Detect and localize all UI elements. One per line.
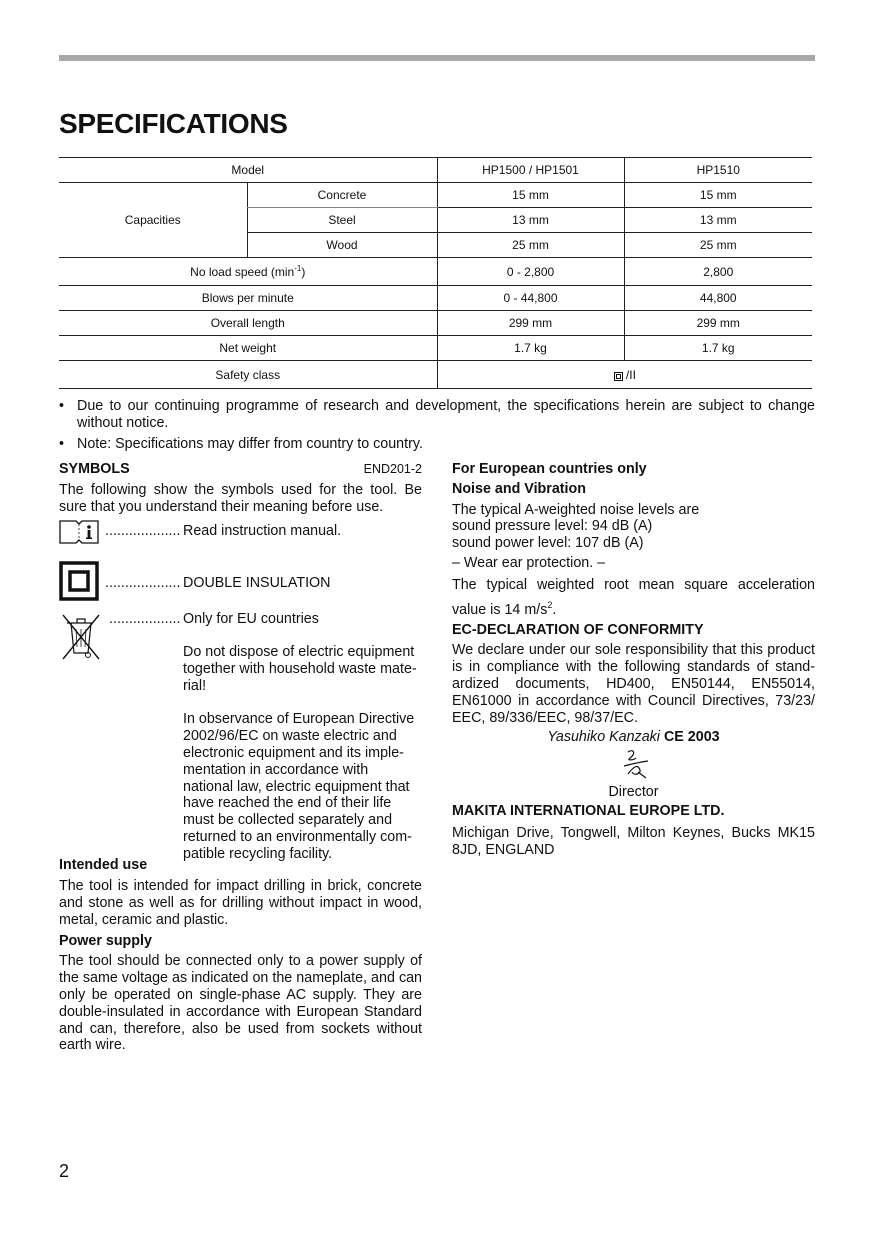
- value-cell: 15 mm: [624, 183, 812, 208]
- read-manual-icon: [59, 519, 99, 545]
- model-col2: HP1510: [624, 158, 812, 183]
- value-cell: 15 mm: [437, 183, 624, 208]
- value-cell: 299 mm: [624, 311, 812, 336]
- spec-notes: [59, 398, 815, 457]
- company-name: MAKITA INTERNATIONAL EUROPE LTD.: [452, 802, 725, 819]
- material-cell: Wood: [247, 233, 437, 258]
- declaration-text: We declare under our sole responsibility that this product is in compliance with the following standards of stand-ardized documents, HD400, EN50144, EN55014, EN61000 in accordance with Council Directives, 73/23/ EEC, 89/336/EEC, 98/37/EC.: [452, 642, 815, 726]
- weee-text: Only for EU countries: [183, 611, 319, 628]
- table-row: [59, 158, 812, 183]
- spec-table: [59, 157, 812, 389]
- intended-use-heading: Intended use: [59, 857, 148, 874]
- value-cell: 299 mm: [437, 311, 624, 336]
- weee-paragraph-1: Do not dispose of electric equipment together with household waste mate-rial!: [183, 644, 417, 694]
- table-row: [59, 361, 812, 389]
- symbol-weee: .................. Only for EU countries Do not dispose of electric equipment together with household waste mate-rial! In observance of European Directive 2002/96/EC on waste electric and electronic equipment and its imple-mentation in accordance with national law, electric equipment that have reached the end of their life must be collected separately and returned to an environmentally com-patible recycling facility.: [59, 611, 422, 859]
- signer-line: Yasuhiko Kanzaki CE 2003: [547, 729, 720, 746]
- no-load-speed-label: No load speed $(\min^{-1})$: [59, 258, 437, 286]
- table-row: [59, 311, 812, 336]
- read-manual-text: Read instruction manual.: [183, 523, 342, 540]
- row-label: Blows per minute: [59, 286, 437, 311]
- table-row: [59, 286, 812, 311]
- intended-use-text: The tool is intended for impact drilling in brick, concrete and stone as well as for drilling without impact in wood, metal, ceramic and plastic.: [59, 878, 422, 928]
- crossed-out-bin-icon: [59, 611, 103, 661]
- noise-heading: Noise and Vibration: [452, 480, 586, 497]
- noise-levels: The typical A-weighted noise levels are sound pressure level: 94 dB (A) sound power level: 107 dB (A): [452, 501, 700, 552]
- material-cell: Concrete: [247, 183, 437, 208]
- symbol-double-insulation: ................... DOUBLE INSULATION: [59, 561, 422, 611]
- left-column: [59, 461, 422, 1054]
- double-insulation-icon: [614, 372, 623, 381]
- ear-protection: – Wear ear protection. –: [452, 554, 606, 571]
- weee-paragraph-2: In observance of European Directive 2002/96/EC on waste electric and electronic equipment and its imple-mentation in accordance with national law, electric equipment that have reached the end of their life must be collected separately and returned to an environmentally com-patible recycling facility.: [183, 711, 415, 862]
- safety-class-value: /II: [437, 361, 812, 389]
- right-column: [452, 461, 815, 858]
- value-cell: 25 mm: [624, 233, 812, 258]
- value-cell: 13 mm: [437, 208, 624, 233]
- table-row: [59, 183, 812, 208]
- company-address: Michigan Drive, Tongwell, Milton Keynes, Bucks MK15 8JD, ENGLAND: [452, 824, 815, 858]
- row-label: Net weight: [59, 336, 437, 361]
- symbols-code: END201-2: [363, 462, 422, 476]
- signature-icon: [614, 746, 654, 786]
- row-label: Overall length: [59, 311, 437, 336]
- value-cell: 1.7 kg: [437, 336, 624, 361]
- european-heading: For European countries only: [452, 461, 647, 477]
- power-supply-text: The tool should be connected only to a power supply of the same voltage as indicated on the nameplate, and can only be operated on single-phase AC supply. They are double-insulated in accordance with European Standard and can, therefore, also be used from sockets without earth wire.: [59, 953, 422, 1054]
- symbols-intro: The following show the symbols used for the tool. Be sure that you understand their meaning before use.: [59, 481, 422, 515]
- safety-class-label: Safety class: [59, 361, 437, 389]
- symbols-heading: SYMBOLS: [59, 461, 130, 477]
- vibration-text: The typical weighted root mean square acceleration value is 14 $m/s^2$.: [452, 576, 815, 618]
- power-supply-heading: Power supply: [59, 932, 152, 949]
- symbol-read-manual: ................... Read instruction manual.: [59, 515, 422, 561]
- value-cell: 25 mm: [437, 233, 624, 258]
- table-row: [59, 258, 812, 286]
- value-cell: 0 - 2,800: [437, 258, 624, 286]
- page-title: SPECIFICATIONS: [59, 108, 288, 139]
- list-item: • Note: Specifications may differ from country to country.: [59, 436, 423, 452]
- value-cell: 44,800: [624, 286, 812, 311]
- page-number: 2: [59, 1161, 70, 1181]
- value-cell: 1.7 kg: [624, 336, 812, 361]
- value-cell: 0 - 44,800: [437, 286, 624, 311]
- header-rule: [59, 55, 815, 61]
- list-item: • Due to our continuing programme of research and development, the specifications herein are subject to change without notice.: [59, 398, 815, 431]
- model-col1: HP1500 / HP1501: [437, 158, 624, 183]
- double-insulation-icon: [59, 561, 99, 601]
- capacities-label: Capacities: [59, 183, 247, 258]
- material-cell: Steel: [247, 208, 437, 233]
- model-label: Model: [59, 158, 437, 183]
- signer-role: Director: [608, 784, 659, 801]
- table-row: [59, 336, 812, 361]
- double-insulation-text: DOUBLE INSULATION: [183, 575, 331, 592]
- declaration-heading: EC-DECLARATION OF CONFORMITY: [452, 621, 704, 638]
- value-cell: 13 mm: [624, 208, 812, 233]
- value-cell: 2,800: [624, 258, 812, 286]
